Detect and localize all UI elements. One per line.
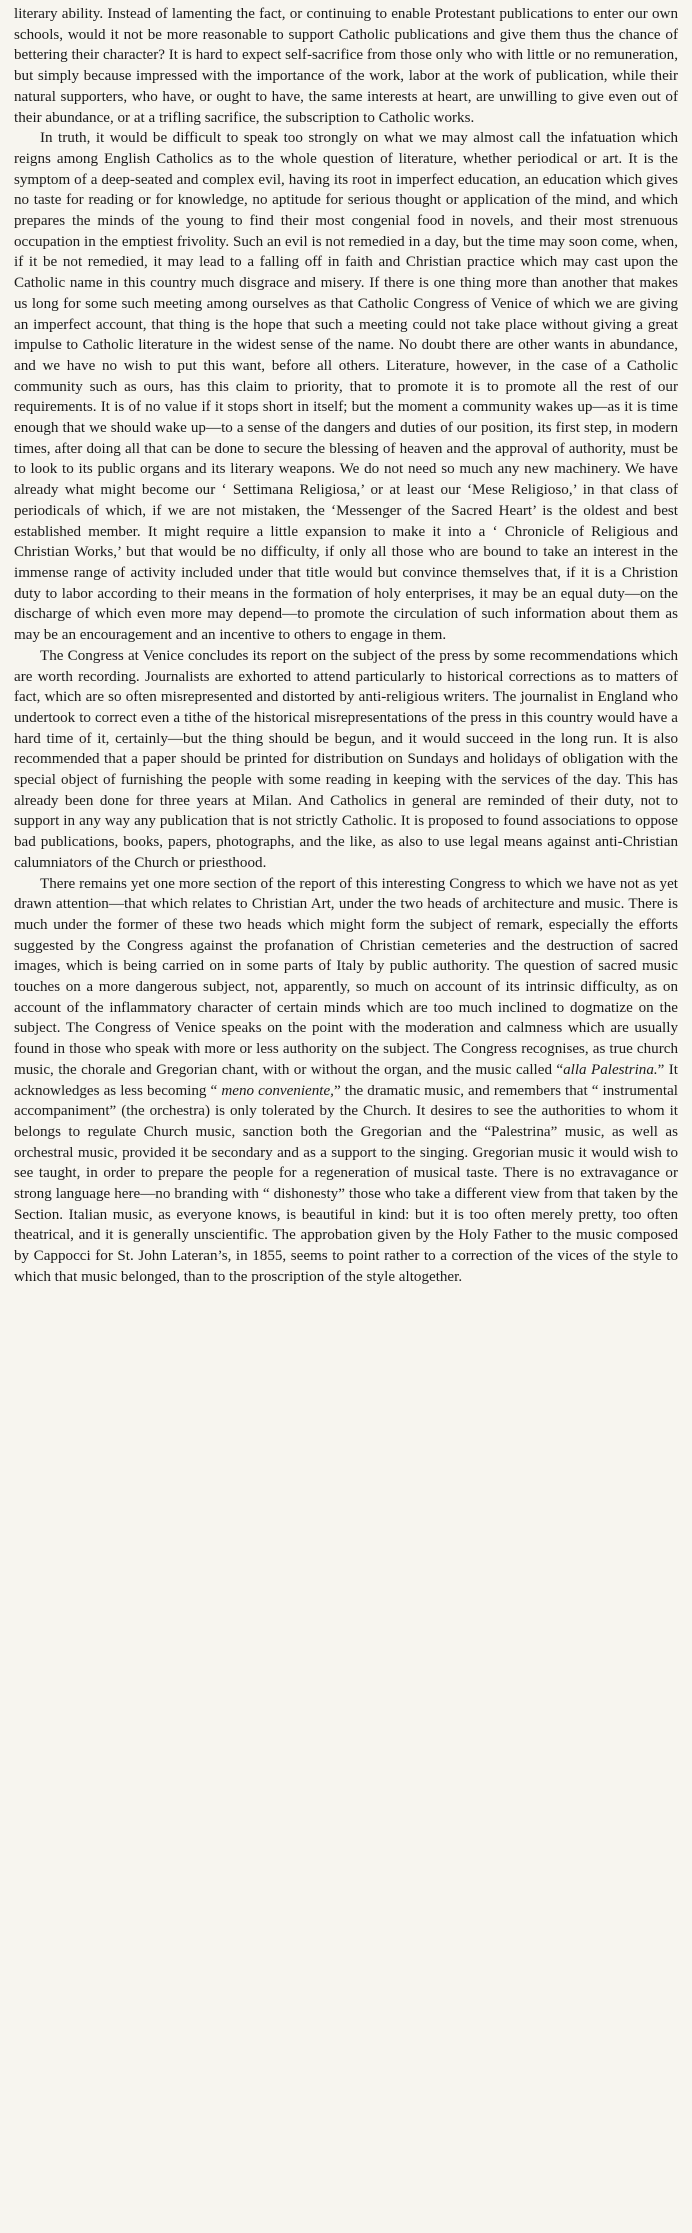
paragraph-3: [14, 646, 678, 874]
italic-phrase-meno-conveniente: meno conveniente,: [221, 1082, 334, 1099]
paragraph-4: [14, 874, 678, 1288]
paragraph-2: [14, 128, 678, 646]
paragraph-text: In truth, it would be difficult to speak too strongly on what we may almost call the infatuation which reigns among English Catholics as to the whole question of literature, whether periodical or art. It is the symptom of a deep-seated and complex evil, having its root in imperfect education, an education which gives no taste for reading or for knowledge, no aptitude for serious thought or application of the mind, and which prepares the minds of the young to find their most congenial food in novels, and their most strenuous occupation in the emptiest frivolity. Such an evil is not remedied in a day, but the time may soon come, when, if it be not remedied, it may lead to a falling off in faith and Christian practice which may cast upon the Catholic name in this country much disgrace and misery. If there is one thing more than another that makes us long for some such meeting among ourselves as that Catholic Congress of Venice of which we are giving an imperfect account, that thing is the hope that such a meeting could not take place without giving a great impulse to Catholic literature in the widest sense of the name. No doubt there are other wants in abundance, and we have no wish to put this want, before all others. Literature, however, in the case of a Catholic community such as ours, has this claim to priority, that to promote it is to promote all the rest of our requirements. It is of no value if it stops short in itself; but the moment a community wakes up—as it is time enough that we should wake up—to a sense of the dangers and duties of our position, its first step, in modern times, after doing all that can be done to secure the blessing of heaven and the approval of authority, must be to look to its public organs and its literary weapons. We do not need so much any new machinery. We have already what might become our ‘ Settimana Religiosa,’ or at least our ‘Mese Religioso,’ in that class of periodicals of which, if we are not mistaken, the ‘Messenger of the Sacred Heart’ is the oldest and best established member. It might require a little expansion to make it into a ‘ Chronicle of Religious and Christian Works,’ but that would be no difficulty, if only all those who are bound to take an interest in the immense range of activity included under that title would but convince themselves that, if it is a Christion duty to labor according to their means in the formation of holy enterprises, it may be an equal duty—on the discharge of which even more may depend—to promote the circulation of such information about them as may be an encouragement and an incentive to others to engage in them.: [14, 130, 678, 644]
italic-phrase-alla-palestrina: alla Palestrina.: [563, 1061, 658, 1078]
paragraph-1: [14, 4, 678, 128]
paragraph-text: There remains yet one more section of the report of this interesting Congress to which we have not as yet drawn attention—that which relates to Christian Art, under the two heads of architecture and music. There is much under the former of these two heads which might form the subject of remark, especially the efforts suggested by the Congress against the profanation of Christian cemeteries and the destruction of sacred images, which is being carried on in some parts of Italy by public authority. The question of sacred music touches on a more dangerous subject, not, apparently, so much on account of its intrinsic difficulty, as on account of the inflammatory character of certain minds which are too much inclined to dogmatize on the subject. The Congress of Venice speaks on the point with the moderation and calmness which are usually found in those who speak with more or less authority on the subject. The Congress recognises, as true church music, the chorale and Gregorian chant, with or without the organ, and the music called “: [14, 875, 678, 1078]
paragraph-text: ” It acknowledges as less becoming “: [14, 1061, 678, 1099]
paragraph-text: literary ability. Instead of lamenting the fact, or continuing to enable Protestant publications to enter our own schools, would it not be more reasonable to support Catholic publications and give them thus the chance of bettering their character? It is hard to expect self-sacrifice from those only who with little or no remuneration, but simply because impressed with the importance of the work, labor at the work of publication, while their natural supporters, who have, or ought to have, the same interests at heart, are unwilling to give even out of their abundance, or at a trifling sacrifice, the subscription to Catholic works.: [14, 6, 678, 126]
paragraph-text: The Congress at Venice concludes its report on the subject of the press by some recommendations which are worth recording. Journalists are exhorted to attend particularly to historical corrections as to matters of fact, which are so often misrepresented and distorted by anti-religious writers. The journalist in England who undertook to correct even a tithe of the historical misrepresentations of the press in this country would have a hard time of it, certainly—but the thing should be begun, and it would succeed in the long run. It is also recommended that a paper should be printed for distribution on Sundays and holidays of obligation with the special object of furnishing the people with some reading in keeping with the services of the day. This has already been done for three years at Milan. And Catholics in general are reminded of their duty, not to support in any way any publication that is not strictly Catholic. It is proposed to found associations to oppose bad publications, books, papers, photographs, and the like, as also to use legal means against anti-Christian calumniators of the Church or priesthood.: [14, 647, 678, 871]
article-body: [14, 4, 678, 1288]
paragraph-text: ” the dramatic music, and remembers that “ instrumental accompaniment” (the orchestra) is only tolerated by the Church. It desires to see the authorities to whom it belongs to regulate Church music, sanction both the Gregorian and the “Palestrina” music, as well as orchestral music, provided it be secondary and as a support to the singing. Gregorian music it would wish to see taught, in order to prepare the people for a regeneration of musical taste. There is no extravagance or strong language here—no branding with “ dishonesty” those who take a different view from that taken by the Section. Italian music, as everyone knows, is beautiful in kind: but it is too often merely pretty, too often theatrical, and it is generally unscientific. The approbation given by the Holy Father to the music composed by Cappocci for St. John Lateran’s, in 1855, seems to point rather to a correction of the vices of the style to which that music belonged, than to the proscription of the style altogether.: [14, 1082, 678, 1285]
